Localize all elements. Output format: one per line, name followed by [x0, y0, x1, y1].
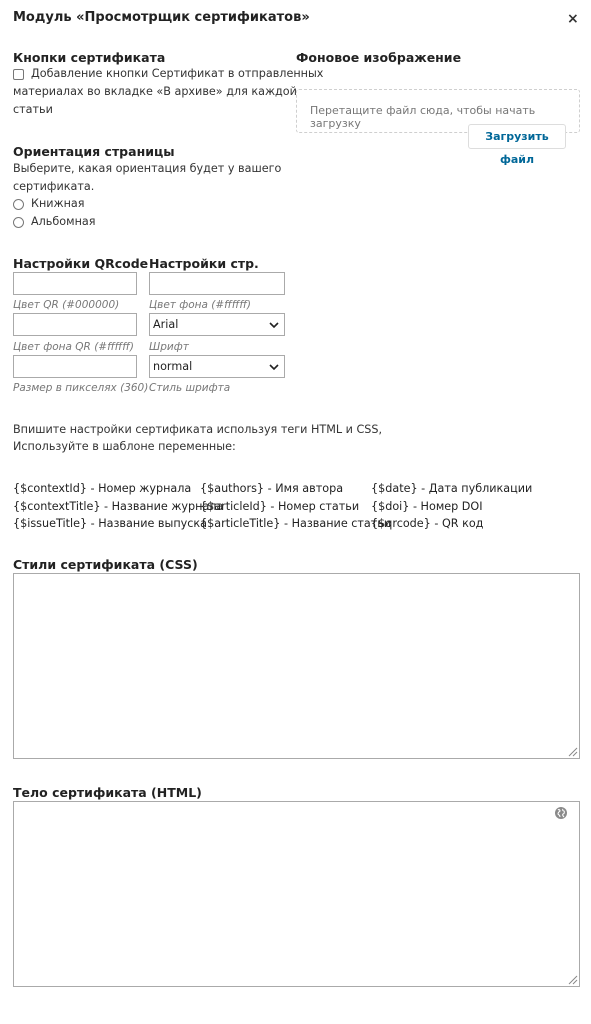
qr-size-input[interactable] [13, 355, 137, 378]
qrcode-settings-heading: Настройки QRcode [13, 256, 149, 271]
add-certificate-button-label-line2: материалах во вкладке «В архиве» для каждой [13, 85, 297, 98]
modal-title: Модуль «Просмотрщик сертификатов» [13, 10, 310, 25]
css-section-heading: Стили сертификата (CSS) [13, 557, 198, 572]
variable-item: {$qrcode} - QR код [371, 517, 484, 530]
qr-size-hint: Размер в пикселях (360) [13, 382, 149, 394]
font-style-hint: Стиль шрифта [149, 382, 231, 394]
variable-item: {$authors} - Имя автора [200, 482, 344, 495]
font-style-select-value: normal [153, 360, 193, 373]
globe-icon[interactable] [554, 806, 568, 820]
orientation-description-line1: Выберите, какая ориентация будет у вашего [13, 162, 282, 175]
resize-grip-icon[interactable] [567, 974, 578, 985]
add-certificate-button-checkbox[interactable] [13, 69, 24, 80]
qr-bg-color-hint: Цвет фона QR (#ffffff) [13, 341, 134, 353]
page-settings-heading: Настройки стр. [149, 256, 259, 271]
font-select-value: Arial [153, 318, 179, 331]
qr-color-hint: Цвет QR (#000000) [13, 299, 120, 311]
variable-item: {$date} - Дата публикации [371, 482, 533, 495]
variable-item: {$articleTitle} - Название статьи [200, 517, 392, 530]
variables-column-3 [371, 480, 532, 533]
orientation-portrait-label: Книжная [31, 197, 85, 210]
font-hint: Шрифт [149, 341, 189, 353]
orientation-landscape-radio[interactable] [13, 217, 24, 228]
qr-bg-color-input[interactable] [13, 313, 137, 336]
html-section-heading: Тело сертификата (HTML) [13, 785, 202, 800]
template-info-line2: Используйте в шаблоне переменные: [13, 440, 236, 453]
cert-buttons-heading: Кнопки сертификата [13, 50, 166, 65]
background-image-heading: Фоновое изображение [296, 50, 462, 65]
drop-zone-text: Перетащите файл сюда, чтобы начать загрузку [310, 104, 536, 130]
variable-item: {$contextId} - Номер журнала [13, 482, 192, 495]
orientation-heading: Ориентация страницы [13, 144, 175, 159]
upload-file-button[interactable]: Загрузить файл [468, 124, 566, 149]
add-certificate-button-label-line3: статьи [13, 103, 53, 116]
resize-grip-icon[interactable] [567, 746, 578, 757]
add-certificate-button-label-line1: Добавление кнопки Сертификат в отправленных [31, 67, 324, 80]
font-select[interactable] [149, 313, 285, 336]
variable-item: {$issueTitle} - Название выпуска [13, 517, 208, 530]
css-textarea[interactable] [13, 573, 580, 759]
close-icon[interactable]: × [567, 11, 579, 27]
chevron-down-icon [269, 362, 279, 372]
variables-column-1 [13, 480, 223, 533]
template-info-line1: Впишите настройки сертификата используя теги HTML и CSS, [13, 423, 383, 436]
qr-color-input[interactable] [13, 272, 137, 295]
chevron-down-icon [269, 320, 279, 330]
page-bg-color-input[interactable] [149, 272, 285, 295]
orientation-description-line2: сертификата. [13, 180, 95, 193]
variables-column-2 [200, 480, 391, 533]
orientation-portrait-radio[interactable] [13, 199, 24, 210]
html-textarea[interactable] [13, 801, 580, 987]
orientation-landscape-label: Альбомная [31, 215, 96, 228]
page-bg-color-hint: Цвет фона (#ffffff) [149, 299, 252, 311]
variable-item: {$doi} - Номер DOI [371, 499, 483, 513]
variable-item: {$contextTitle} - Название журнала [13, 499, 224, 513]
variable-item: {$articleId} - Номер статьи [200, 499, 360, 513]
font-style-select[interactable] [149, 355, 285, 378]
